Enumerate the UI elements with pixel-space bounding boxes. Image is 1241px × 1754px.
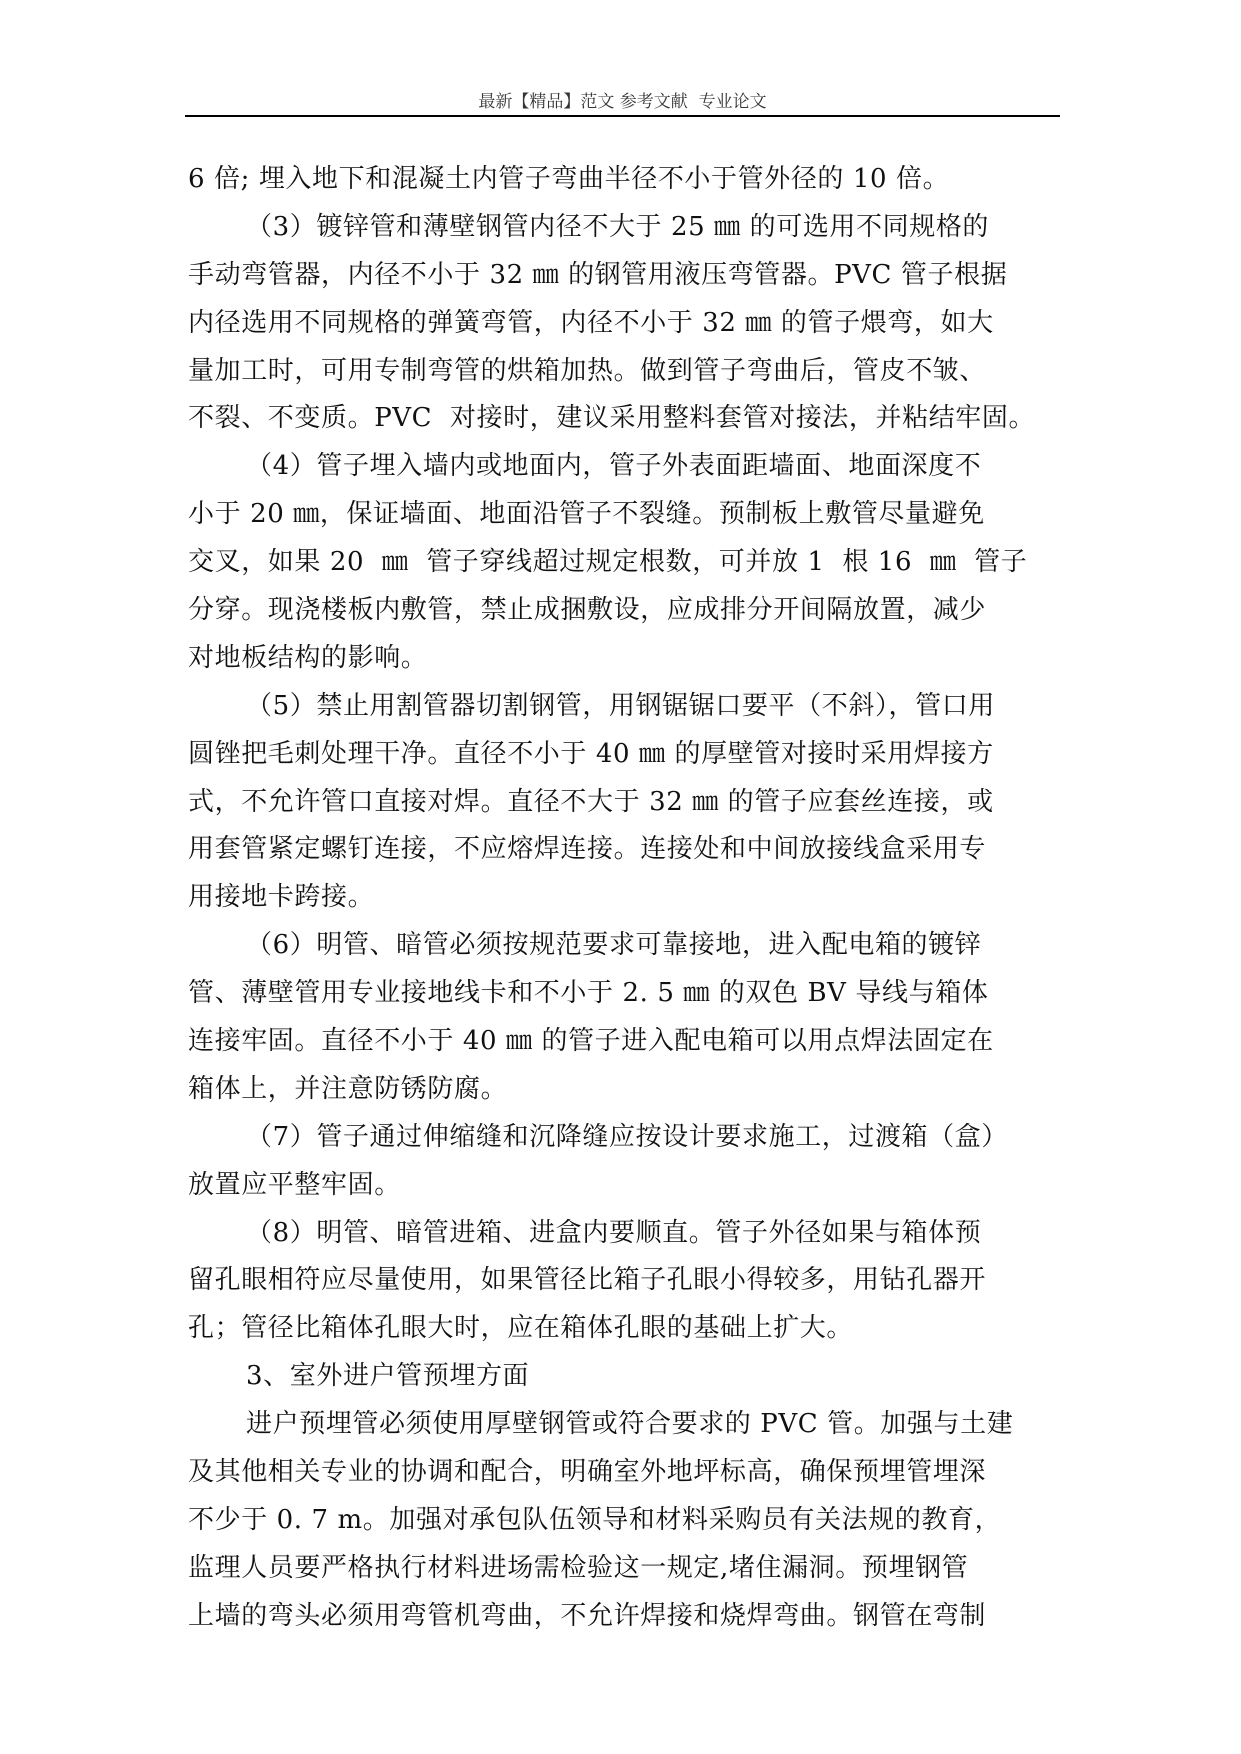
text-line: 管、薄壁管用专业接地线卡和不小于 2. 5 ㎜ 的双色 BV 导线与箱体	[188, 978, 989, 1009]
text-line: 进户预埋管必须使用厚壁钢管或符合要求的 PVC 管。加强与土建	[246, 1409, 1014, 1440]
text-line: 式，不允许管口直接对焊。直径不大于 32 ㎜ 的管子应套丝连接，或	[188, 786, 994, 817]
text-line: 不少于 0. 7 m。加强对承包队伍领导和材料采购员有关法规的教育，	[188, 1504, 1002, 1535]
text-line: 用套管紧定螺钉连接，不应熔焊连接。连接处和中间放接线盒采用专	[188, 834, 987, 865]
text-line: 箱体上，并注意防锈防腐。	[188, 1073, 508, 1104]
text-line: 内径选用不同规格的弹簧弯管，内径不小于 32 ㎜ 的管子煨弯，如大	[188, 307, 994, 338]
text-line: 小于 20 ㎜，保证墙面、地面沿管子不裂缝。预制板上敷管尽量避免	[188, 499, 985, 530]
text-line: 6 倍; 埋入地下和混凝土内管子弯曲半径不小于管外径的 10 倍。	[188, 164, 950, 194]
header-divider	[185, 115, 1060, 117]
page-header: 最新【精品】范文 参考文献 专业论文	[478, 92, 767, 112]
text-line: 连接牢固。直径不小于 40 ㎜ 的管子进入配电箱可以用点焊法固定在	[188, 1026, 994, 1057]
text-line: 孔；管径比箱体孔眼大时，应在箱体孔眼的基础上扩大。	[188, 1313, 854, 1344]
text-line: （7）管子通过伸缩缝和沉降缝应按设计要求施工，过渡箱（盒）	[246, 1121, 1008, 1152]
text-line: 用接地卡跨接。	[188, 882, 375, 913]
text-line: 分穿。现浇楼板内敷管，禁止成捆敷设，应成排分开间隔放置，减少	[188, 595, 987, 626]
text-line: 对地板结构的影响。	[188, 642, 428, 673]
text-line: 不裂、不变质。PVC 对接时，建议采用整料套管对接法，并粘结牢固。	[188, 403, 1036, 434]
text-line: 圆锉把毛刺处理干净。直径不小于 40 ㎜ 的厚壁管对接时采用焊接方	[188, 738, 994, 769]
text-line: （6）明管、暗管必须按规范要求可靠接地，进入配电箱的镀锌	[246, 930, 982, 961]
text-line: 上墙的弯头必须用弯管机弯曲，不允许焊接和烧焊弯曲。钢管在弯制	[188, 1600, 987, 1631]
text-line: （4）管子埋入墙内或地面内，管子外表面距墙面、地面深度不	[246, 451, 982, 482]
text-line: 手动弯管器，内径不小于 32 ㎜ 的钢管用液压弯管器。PVC 管子根据	[188, 259, 1008, 290]
text-line: （8）明管、暗管进箱、进盒内要顺直。管子外径如果与箱体预	[246, 1217, 982, 1248]
text-line: 交叉，如果 20 ㎜ 管子穿线超过规定根数，可并放 1 根 16 ㎜ 管子	[188, 547, 1028, 578]
text-line: 留孔眼相符应尽量使用，如果管径比箱子孔眼小得较多，用钻孔器开	[188, 1265, 987, 1296]
text-line: 量加工时，可用专制弯管的烘箱加热。做到管子弯曲后，管皮不皱、	[188, 355, 987, 386]
section-heading: 3、室外进户管预埋方面	[246, 1361, 530, 1392]
text-line: 放置应平整牢固。	[188, 1169, 401, 1200]
text-line: （3）镀锌管和薄壁钢管内径不大于 25 ㎜ 的可选用不同规格的	[246, 211, 990, 242]
text-line: 监理人员要严格执行材料进场需检验这一规定,堵住漏洞。预埋钢管	[188, 1552, 969, 1583]
text-line: 及其他相关专业的协调和配合，明确室外地坪标高，确保预埋管埋深	[188, 1457, 987, 1488]
document-body	[188, 156, 1068, 1641]
text-line: （5）禁止用割管器切割钢管，用钢锯锯口要平（不斜），管口用	[246, 690, 995, 721]
